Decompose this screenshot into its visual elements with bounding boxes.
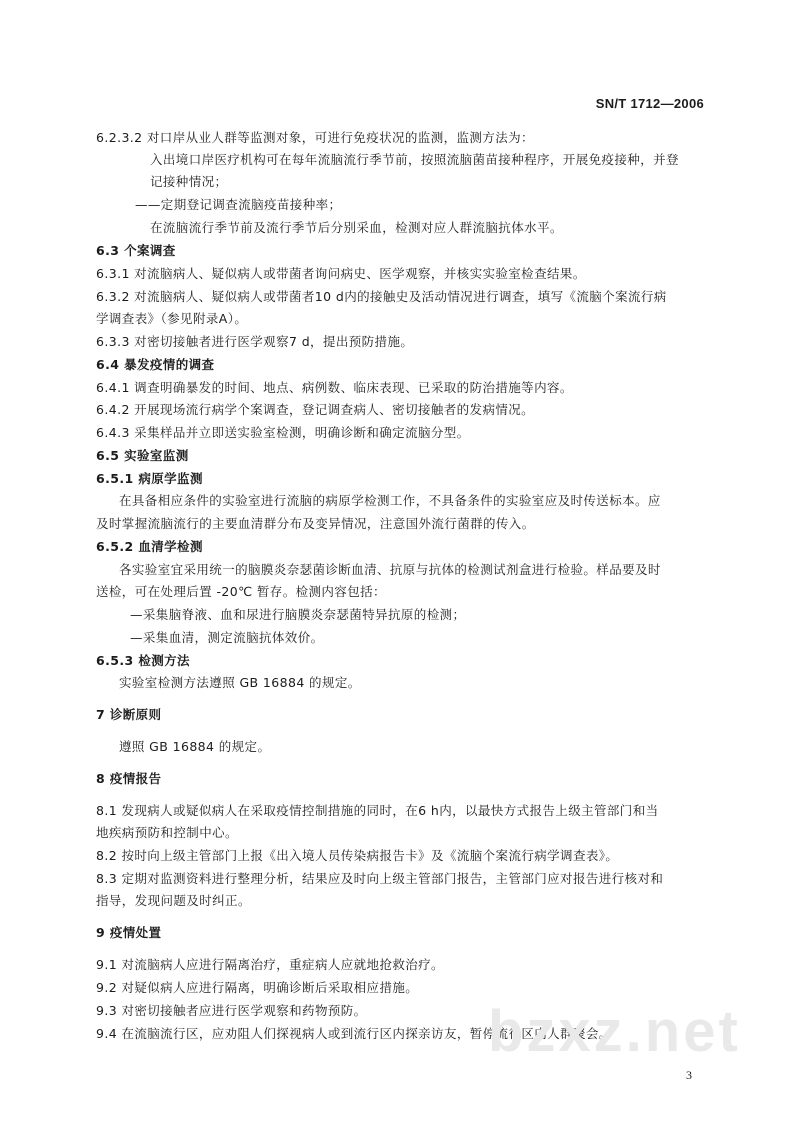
section-heading-7: 7 诊断原则 bbox=[96, 707, 162, 722]
page-number: 3 bbox=[686, 1068, 692, 1082]
clause-6-2-3-2: 6.2.3.2 对口岸从业人群等监测对象，可进行免疫状况的监测，监测方法为： bbox=[96, 130, 534, 145]
clause-6-3-1: 6.3.1 对流脑病人、疑似病人或带菌者询问病史、医学观察，并核实实验室检查结果。 bbox=[96, 266, 586, 281]
site-watermark: bzxz.net bbox=[488, 999, 741, 1064]
clause-8-1: 8.1 发现病人或疑似病人在采取疫情控制措施的同时，在6 h内，以最快方式报告上级主管部门和当 bbox=[96, 803, 659, 818]
paragraph-line: 及时掌握流脑流行的主要血清群分布及变异情况，注意国外流行菌群的传入。 bbox=[96, 516, 535, 531]
paragraph-line: 各实验室宜采用统一的脑膜炎奈瑟菌诊断血清、抗原与抗体的检测试剂盒进行检验。样品要及时 bbox=[119, 562, 661, 577]
section-heading-6-4: 6.4 暴发疫情的调查 bbox=[96, 357, 215, 372]
section-heading-6-3: 6.3 个案调查 bbox=[96, 243, 176, 258]
subsection-heading-6-5-1: 6.5.1 病原学监测 bbox=[96, 471, 203, 486]
clause-6-4-3: 6.4.3 采集样品并立即送实验室检测，明确诊断和确定流脑分型。 bbox=[96, 425, 470, 440]
clause-6-3-3: 6.3.3 对密切接触者进行医学观察7 d，提出预防措施。 bbox=[96, 334, 414, 349]
clause-9-1: 9.1 对流脑病人应进行隔离治疗，重症病人应就地抢救治疗。 bbox=[96, 957, 444, 972]
paragraph-line: 送检，可在处理后置 -20℃ 暂存。检测内容包括： bbox=[96, 584, 386, 599]
clause-6-4-2: 6.4.2 开展现场流行病学个案调查，登记调查病人、密切接触者的发病情况。 bbox=[96, 402, 535, 417]
paragraph-line: 记接种情况； bbox=[150, 174, 228, 189]
paragraph-line: 在流脑流行季节前及流行季节后分别采血，检测对应人群流脑抗体水平。 bbox=[150, 220, 563, 235]
paragraph-line: 入出境口岸医疗机构可在每年流脑流行季节前，按照流脑菌苗接种程序，开展免疫接种，并登 bbox=[150, 152, 679, 167]
paragraph-line: 遵照 GB 16884 的规定。 bbox=[119, 739, 271, 754]
clause-8-2: 8.2 按时向上级主管部门上报《出入境人员传染病报告卡》及《流脑个案流行病学调查表》。 bbox=[96, 848, 619, 863]
section-heading-8: 8 疫情报告 bbox=[96, 771, 162, 786]
paragraph-line: 地疾病预防和控制中心。 bbox=[96, 825, 238, 840]
subsection-heading-6-5-2: 6.5.2 血清学检测 bbox=[96, 539, 203, 554]
dash-list-item: —采集血清，测定流脑抗体效价。 bbox=[130, 630, 324, 645]
clause-9-3: 9.3 对密切接触者应进行医学观察和药物预防。 bbox=[96, 1003, 367, 1018]
paragraph-line: 学调查表》（参见附录A）。 bbox=[96, 311, 248, 326]
section-heading-9: 9 疫情处置 bbox=[96, 925, 162, 940]
dash-list-item: —采集脑脊液、血和尿进行脑膜炎奈瑟菌特异抗原的检测； bbox=[130, 607, 466, 622]
paragraph-line: 在具备相应条件的实验室进行流脑的病原学检测工作，不具备条件的实验室应及时传送标本。应 bbox=[119, 493, 661, 508]
standard-number: SN/T 1712—2006 bbox=[595, 96, 704, 111]
section-heading-6-5: 6.5 实验室监测 bbox=[96, 448, 189, 463]
paragraph-line: 指导，发现问题及时纠正。 bbox=[96, 893, 251, 908]
clause-9-4: 9.4 在流脑流行区，应劝阻人们探视病人或到流行区内探亲访友，暂停流行区内人群聚会。 bbox=[96, 1026, 612, 1041]
subsection-heading-6-5-3: 6.5.3 检测方法 bbox=[96, 653, 190, 668]
clause-6-3-2: 6.3.2 对流脑病人、疑似病人或带菌者10 d内的接触史及活动情况进行调查，填写《流脑个案流行病 bbox=[96, 289, 667, 304]
dash-list-item: ——定期登记调查流脑疫苗接种率； bbox=[135, 197, 342, 212]
clause-6-4-1: 6.4.1 调查明确暴发的时间、地点、病例数、临床表现、已采取的防治措施等内容。 bbox=[96, 380, 573, 395]
clause-9-2: 9.2 对疑似病人应进行隔离，明确诊断后采取相应措施。 bbox=[96, 980, 419, 995]
paragraph-line: 实验室检测方法遵照 GB 16884 的规定。 bbox=[119, 675, 361, 690]
clause-8-3: 8.3 定期对监测资料进行整理分析，结果应及时向上级主管部门报告，主管部门应对报告进行核对和 bbox=[96, 871, 664, 886]
